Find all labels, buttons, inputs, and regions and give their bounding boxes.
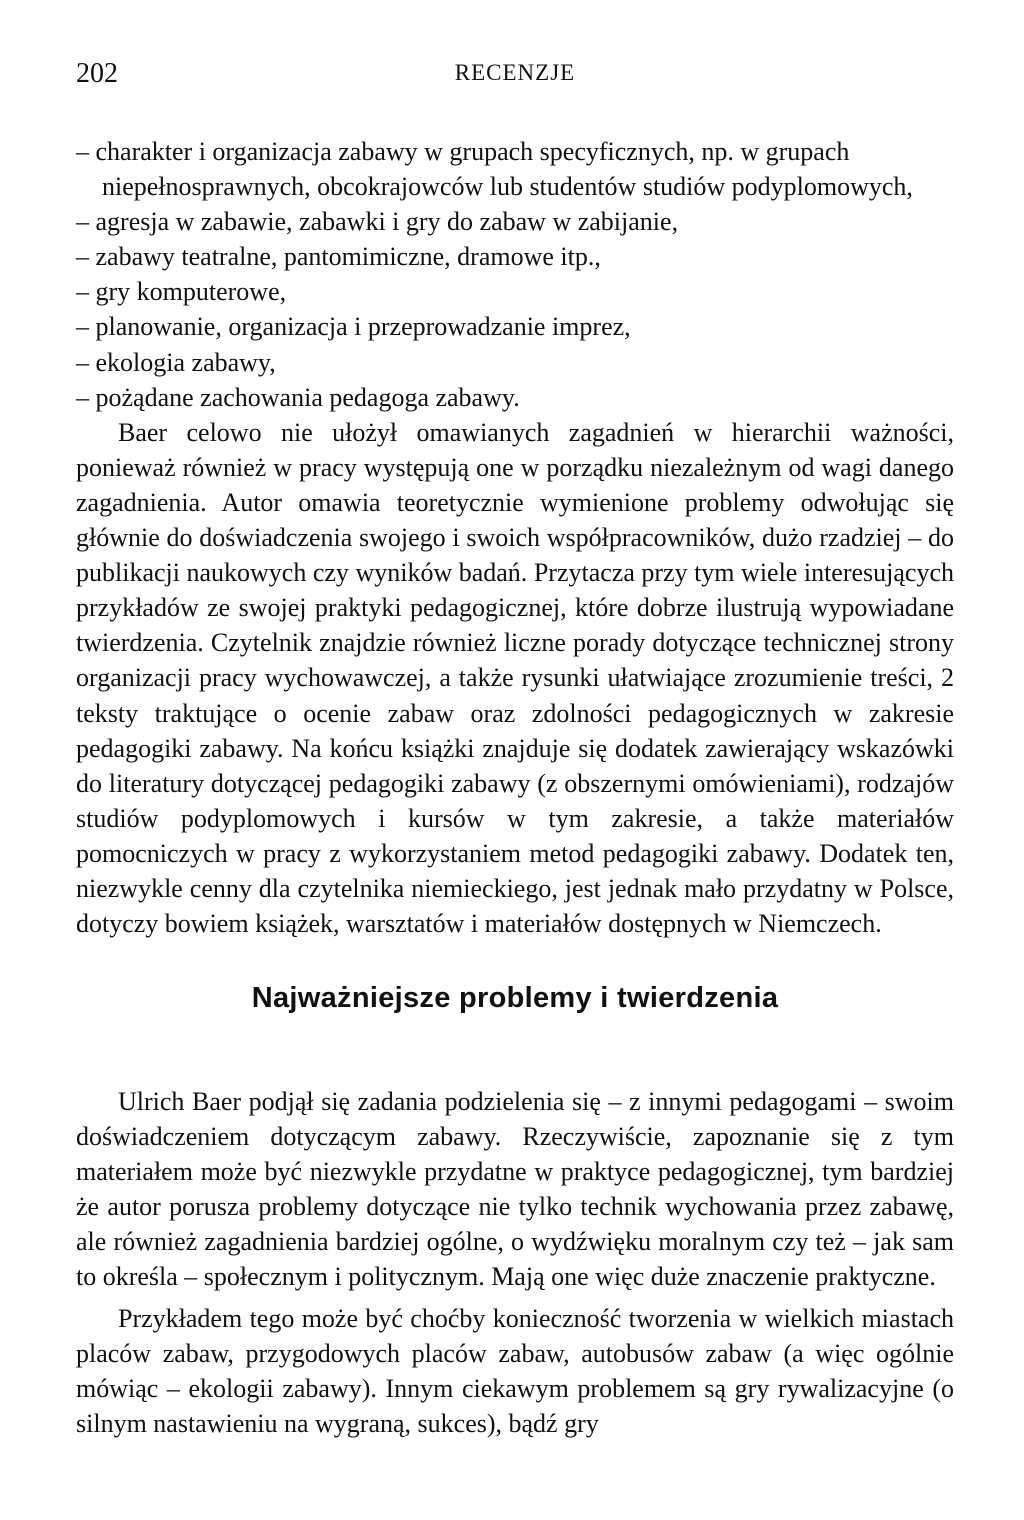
page-number: 202 (76, 58, 118, 89)
upper-text-block (76, 134, 954, 941)
body-paragraph: Baer celowo nie ułożył omawianych zagadnień w hierarchii ważności, ponieważ również w pracy występują one w porządku niezależnym od wagi danego zagadnienia. Autor omawia teoretycznie wymienione problemy odwołując się głównie do doświadczenia swojego i swoich współpracowników, dużo rzadziej – do publikacji naukowych czy wyników badań. Przytacza przy tym wiele interesujących przykładów ze swojej praktyki pedagogicznej, które dobrze ilustrują wypowiadane twierdzenia. Czytelnik znajdzie również liczne porady dotyczące technicznej strony organizacji pracy wychowawczej, a także rysunki ułatwiające zrozumienie treści, 2 teksty traktujące o ocenie zabaw oraz zdolności pedagogicznych w zakresie pedagogiki zabawy. Na końcu książki znajduje się dodatek zawierający wskazówki do literatury dotyczącej pedagogiki zabawy (z obszernymi omówieniami), rodzajów studiów podyplomowych i kursów w tym zakresie, a także materiałów pomocniczych w pracy z wykorzystaniem metod pedagogiki zabawy. Dodatek ten, niezwykle cenny dla czytelnika niemieckiego, jest jednak mało przydatny w Polsce, dotyczy bowiem książek, warsztatów i materiałów dostępnych w Niemczech. (76, 417, 954, 939)
list-item: – pożądane zachowania pedagoga zabawy. (76, 382, 520, 412)
list-item: – gry komputerowe, (76, 277, 287, 307)
list-item: – charakter i organizacja zabawy w grupach specyficznych, np. w grupach niepełnosprawnych, obcokrajowców lub studentów studiów podyplomowych, (76, 137, 913, 202)
running-title: RECENZJE (454, 60, 576, 85)
body-paragraph: Ulrich Baer podjął się zadania podzielenia się – z innymi pedagogami – swoim doświadczeniem dotyczącym zabawy. Rzeczywiście, zapoznanie się z tym materiałem może być niezwykle przydatne w praktyce pedagogicznej, tym bardziej że autor porusza problemy dotyczące nie tylko technik wychowania przez zabawę, ale również zagadnienia bardziej ogólne, o wydźwięku moralnym czy też – jak sam to określa – społecznym i politycznym. Mają one więc duże znaczenie praktyczne. (76, 1087, 954, 1292)
topic-list (76, 134, 954, 415)
list-item: – agresja w zabawie, zabawki i gry do zabaw w zabijanie, (76, 207, 679, 237)
running-header (76, 58, 954, 98)
section-heading: Najważniejsze problemy i twierdzenia (251, 982, 779, 1014)
lower-text-block (76, 1084, 954, 1441)
body-paragraph: Przykładem tego może być choćby konieczność tworzenia w wielkich miastach placów zabaw, przygodowych placów zabaw, autobusów zabaw (a więc ogólnie mówiąc – ekologii zabawy). Innym ciekawym problemem są gry rywalizacyjne (o silnym nastawieniu na wygraną, sukces), bądź gry (76, 1303, 954, 1438)
list-item: – planowanie, organizacja i przeprowadzanie imprez, (76, 312, 631, 342)
list-item: – zabawy teatralne, pantomimiczne, dramowe itp., (76, 242, 601, 272)
list-item: – ekologia zabawy, (76, 347, 276, 377)
